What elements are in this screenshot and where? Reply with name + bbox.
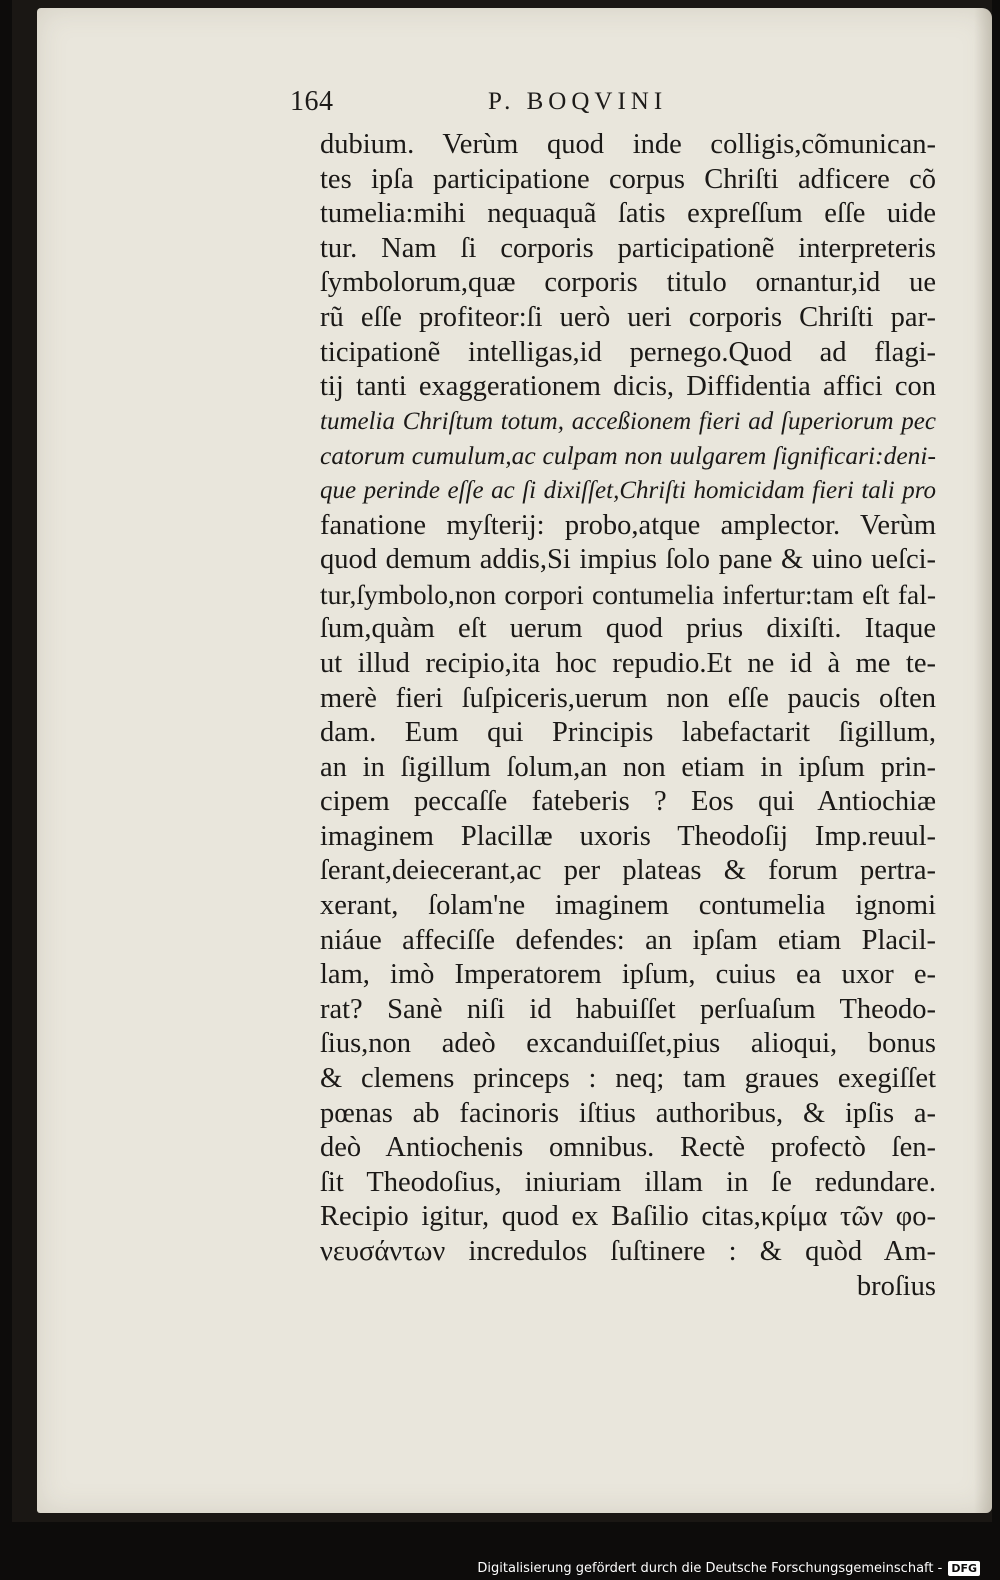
page-edge-shadow bbox=[974, 8, 992, 1513]
text-line: ſymbolorum,quæ corporis titulo ornantur,id ue bbox=[320, 267, 936, 299]
text-line: tij tanti exaggerationem dicis, Diffidentia affici con bbox=[320, 371, 936, 403]
text-line: an in ſigillum ſolum,an non etiam in ipſum prin- bbox=[320, 751, 936, 783]
text-line: rat? Sanè niſi id habuiſſet perſuaſum Theodo- bbox=[320, 993, 936, 1025]
credit-text: Digitalisierung gefördert durch die Deutsche Forschungsgemeinschaft - bbox=[477, 1561, 943, 1576]
text-line: ticipationẽ intelligas,id pernego.Quod ad flagi- bbox=[320, 336, 936, 368]
running-head bbox=[290, 86, 930, 126]
text-line: niáue affeciſſe defendes: an ipſam etiam Placil- bbox=[320, 924, 936, 956]
text-line: tumelia:mihi nequaquã ſatis expreſſum eſſe uide bbox=[320, 198, 936, 230]
text-line: νευσάντων incredulos ſuſtinere : & quòd Am- bbox=[320, 1236, 936, 1267]
text-line: ſerant,deiecerant,ac per plateas & forum pertra- bbox=[320, 855, 936, 887]
text-line: tur. Nam ſi corporis participationẽ interpreteris bbox=[320, 232, 936, 264]
text-line: ſit Theodoſius, iniuriam illam in ſe redundare. bbox=[320, 1166, 936, 1198]
text-line: ſum,quàm eſt uerum quod prius dixiſti. Itaque bbox=[320, 613, 936, 645]
text-line: fanatione myſterij: probo,atque amplector. Verùm bbox=[320, 509, 936, 541]
text-line: cipem peccaſſe fateberis ? Eos qui Antiochiæ bbox=[320, 786, 936, 818]
text-line: deò Antiochenis omnibus. Rectè profectò ſen- bbox=[320, 1132, 936, 1164]
text-line: imaginem Placillæ uxoris Theodoſij Imp.reuul- bbox=[320, 820, 936, 852]
text-line: rũ eſſe profiteor:ſi uerò ueri corporis Chriſti par- bbox=[320, 301, 936, 333]
dfg-logo: DFG bbox=[948, 1561, 980, 1576]
text-line: Recipio igitur, quod ex Baſilio citas,κρίμα τῶν φο- bbox=[320, 1201, 936, 1233]
text-line: dubium. Verùm quod inde colligis,cõmunican- bbox=[320, 129, 936, 160]
text-line: lam, imò Imperatorem ipſum, cuius ea uxor e- bbox=[320, 959, 936, 991]
text-line: tes ipſa participatione corpus Chriſti adficere cõ bbox=[320, 163, 936, 195]
text-line: merè fieri ſuſpiceris,uerum non eſſe paucis oſten bbox=[320, 682, 936, 714]
text-line: quod demum addis,Si impius ſolo pane & uino ueſci- bbox=[320, 544, 936, 576]
body-text bbox=[320, 128, 936, 1304]
text-line: pœnas ab facinoris iſtius authoribus, & ipſis a- bbox=[320, 1097, 936, 1129]
running-head-title: P. BOQVINI bbox=[488, 88, 668, 115]
text-line: xerant, ſolam'ne imaginem contumelia ignomi bbox=[320, 890, 936, 922]
text-line: dam. Eum qui Principis labefactarit ſigillum, bbox=[320, 717, 936, 749]
text-line-italic: catorum cumulum,ac culpam non uulgarem ſignificari:deni- bbox=[320, 441, 936, 471]
catchword: broſius bbox=[856, 1270, 936, 1302]
text-line-italic: tumelia Chriſtum totum, acceßionem fieri ad ſuperiorum pec bbox=[320, 407, 936, 435]
text-line-italic: que perinde eſſe ac ſi dixiſſet,Chriſti homicidam fieri tali pro bbox=[320, 476, 936, 504]
digitization-credit bbox=[477, 1561, 980, 1576]
text-line: ſius,non adeò excanduiſſet,pius alioqui, bonus bbox=[320, 1028, 936, 1060]
text-line: & clemens princeps : neq; tam graues exegiſſet bbox=[320, 1063, 936, 1095]
text-line: ut illud recipio,ita hoc repudio.Et ne id à me te- bbox=[320, 647, 936, 679]
page-number: 164 bbox=[290, 86, 334, 117]
text-line: tur,ſymbolo,non corpori contumelia infertur:tam eſt fal- bbox=[320, 578, 936, 610]
